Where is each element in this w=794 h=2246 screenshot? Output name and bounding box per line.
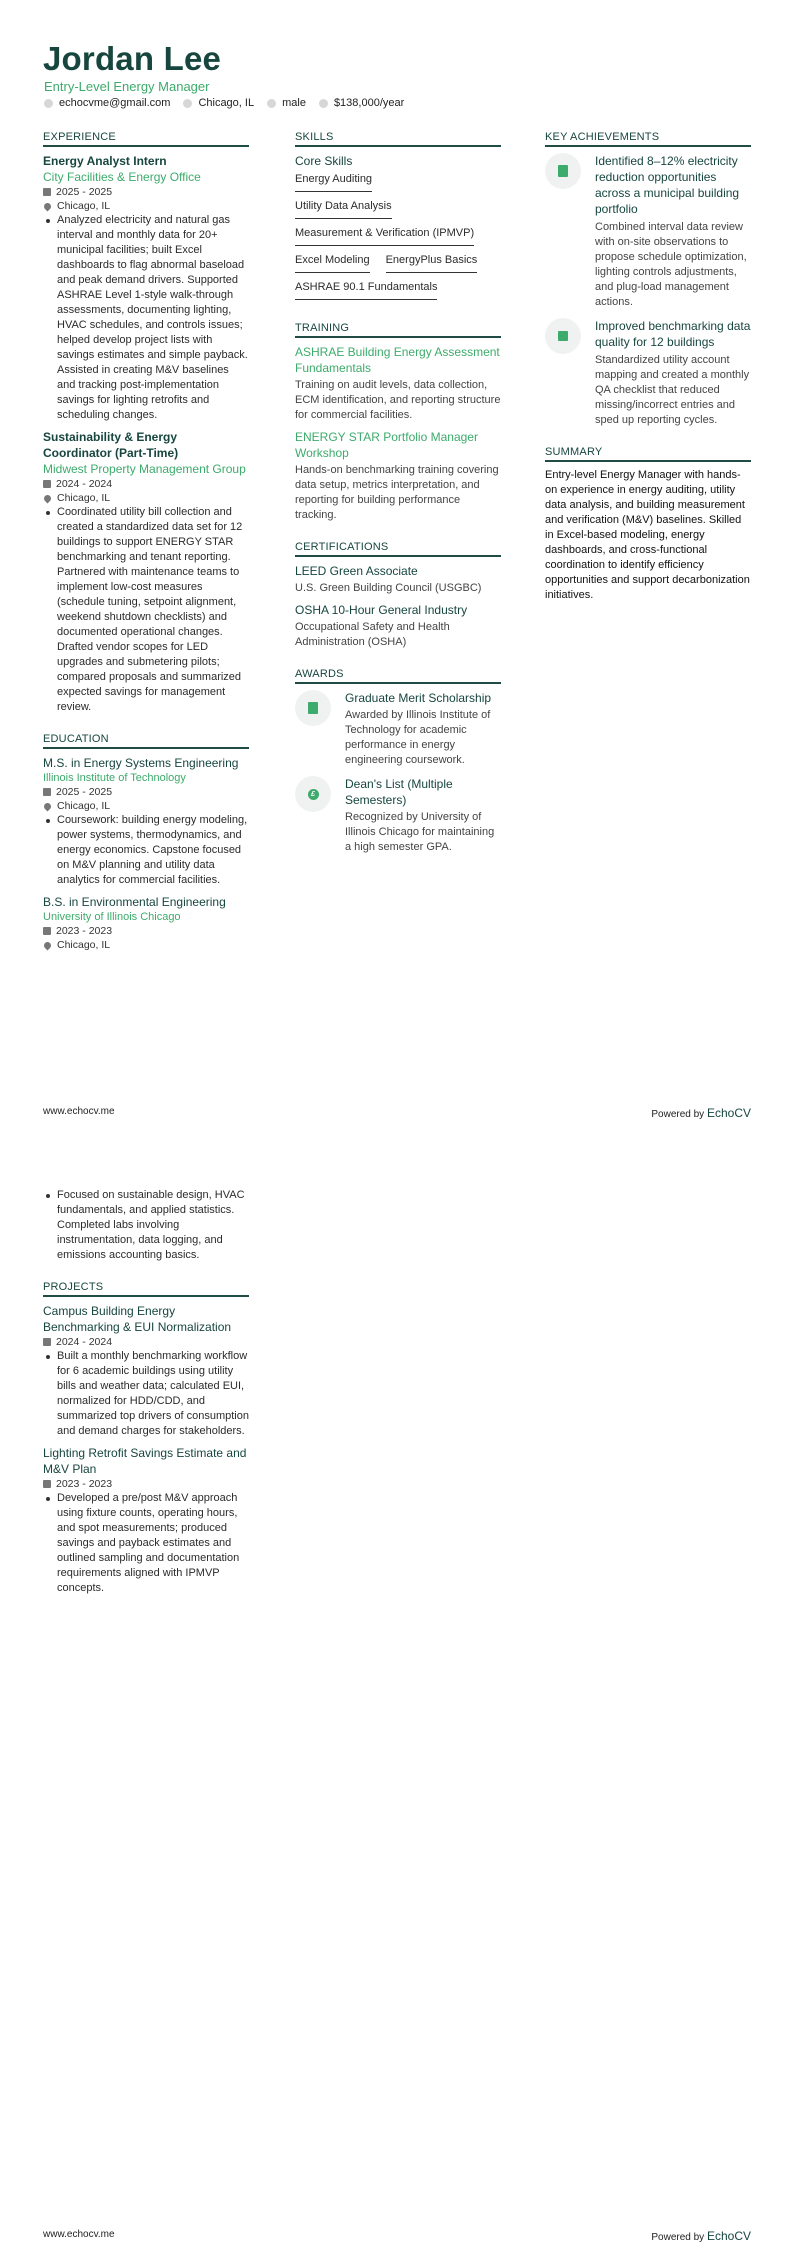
- calendar-icon: [43, 1480, 51, 1488]
- project-title: Campus Building Energy Benchmarking & EUI Normalization: [43, 1304, 232, 1334]
- school: Illinois Institute of Technology: [43, 772, 186, 784]
- location-pin-icon: [43, 801, 53, 811]
- award-desc: Recognized by University of Illinois Chicago for maintaining a high semester GPA.: [345, 811, 495, 853]
- education-item: [43, 894, 249, 952]
- coin-icon: £: [308, 789, 319, 800]
- degree: B.S. in Environmental Engineering: [43, 895, 226, 909]
- dates: 2025 - 2025: [56, 186, 113, 198]
- dates: 2023 - 2023: [56, 925, 113, 937]
- location: Chicago, IL: [57, 939, 111, 951]
- dates: 2025 - 2025: [56, 786, 113, 798]
- experience-section: [43, 131, 249, 715]
- book-icon: [558, 331, 568, 341]
- candidate-title: Entry-Level Energy Manager: [44, 79, 210, 94]
- powered-by: Powered by: [651, 2232, 705, 2243]
- education-section: [43, 733, 249, 952]
- bullet: Coordinated utility bill collection and created a standardized data set for 12 buildings to support ENERGY STAR benchmarking and tenant reporting. Partnered with maintenance teams to implement low-cost measures (schedule tuning, setpoint alignment, weekend shutdown checklists) and documented operational changes. Drafted vendor scopes for LED upgrades and submetering pilots; compared proposals and summarized expected savings for management review.: [43, 505, 249, 715]
- education-item: [43, 755, 249, 888]
- middle-column: [295, 131, 501, 873]
- skill-chip: Measurement & Verification (IPMVP): [295, 223, 474, 246]
- bullet: Coursework: building energy modeling, power systems, thermodynamics, and energy economics. Capstone focused on M&V planning and utility data analytics for commercial facilities.: [43, 813, 249, 888]
- calendar-icon: [43, 188, 51, 196]
- achievement-desc: Combined interval data review with on-site observations to propose schedule optimization, lighting controls adjustments, and plug-load management actions.: [595, 221, 747, 308]
- skill-group: Core Skills: [295, 154, 353, 168]
- cert-title: LEED Green Associate: [295, 564, 418, 578]
- calendar-icon: [43, 927, 51, 935]
- project-item: [43, 1445, 249, 1596]
- award-item: [295, 690, 501, 768]
- footer-site-link[interactable]: www.echocv.me: [43, 1106, 115, 1117]
- cert-issuer: Occupational Safety and Health Administration (OSHA): [295, 621, 450, 648]
- skill-chip: ASHRAE 90.1 Fundamentals: [295, 277, 437, 300]
- contact-info: [44, 97, 404, 109]
- location-pin-icon: [43, 493, 53, 503]
- award-title: Graduate Merit Scholarship: [345, 691, 492, 705]
- experience-item: [43, 153, 249, 423]
- achievement-item: [545, 153, 751, 310]
- certifications-section: [295, 541, 501, 650]
- achievement-title: Identified 8–12% electricity reduction opportunities across a municipal building portfolio: [595, 154, 740, 216]
- section-heading: SKILLS: [295, 131, 501, 147]
- brand-logo: EchoCV: [706, 1106, 751, 1120]
- dates: 2024 - 2024: [56, 1336, 113, 1348]
- project-title: Lighting Retrofit Savings Estimate and M&V Plan: [43, 1446, 247, 1476]
- projects-section: [43, 1281, 249, 1596]
- bullet: Developed a pre/post M&V approach using fixture counts, operating hours, and spot measurements; produced savings and payback estimates and outlined sampling and documentation requirements aligned with IPMVP concepts.: [43, 1491, 249, 1596]
- cert-issuer: U.S. Green Building Council (USGBC): [295, 582, 482, 594]
- section-heading: EDUCATION: [43, 733, 249, 749]
- page-footer: [43, 2229, 751, 2243]
- section-heading: TRAINING: [295, 322, 501, 338]
- section-heading: EXPERIENCE: [43, 131, 249, 147]
- section-heading: AWARDS: [295, 668, 501, 684]
- employer: Midwest Property Management Group: [43, 462, 246, 476]
- section-heading: KEY ACHIEVEMENTS: [545, 131, 751, 147]
- achievements-section: [545, 131, 751, 428]
- training-section: [295, 322, 501, 523]
- salary: $138,000/year: [333, 97, 405, 109]
- training-desc: Hands-on benchmarking training covering data setup, metrics interpretation, and reporting for building performance tracking.: [295, 464, 499, 521]
- skill-chip: Excel Modeling: [295, 250, 370, 273]
- person-icon: [267, 99, 276, 108]
- powered-by: Powered by: [651, 1109, 705, 1120]
- achievement-desc: Standardized utility account mapping and created a monthly QA checklist that reduced missing/incorrect entries and sped up reporting cycles.: [595, 354, 750, 426]
- section-heading: CERTIFICATIONS: [295, 541, 501, 557]
- achievement-title: Improved benchmarking data quality for 12 buildings: [595, 319, 751, 349]
- bullet: Built a monthly benchmarking workflow for 6 academic buildings using utility bills and weather data; calculated EUI, normalized for HDD/CDD, and summarized top drivers of consumption and demand charges for stakeholders.: [43, 1349, 249, 1439]
- skill-chip: Energy Auditing: [295, 169, 372, 192]
- calendar-icon: [43, 480, 51, 488]
- left-column: [43, 1188, 249, 1614]
- section-heading: SUMMARY: [545, 446, 751, 462]
- location: Chicago, IL: [57, 800, 111, 812]
- summary-text: Entry-level Energy Manager with hands-on experience in energy auditing, utility data analysis, and building measurement and verification (M&V) baselines. Skilled in Excel-based modeling, energy dashboards, and cross-functional coordination to identify efficiency opportunities and support decarbonization initiatives.: [545, 469, 750, 601]
- school: University of Illinois Chicago: [43, 911, 181, 923]
- brand-logo: EchoCV: [706, 2229, 751, 2243]
- employer: City Facilities & Energy Office: [43, 170, 201, 184]
- experience-item: [43, 429, 249, 715]
- right-column: [545, 131, 751, 621]
- project-item: [43, 1303, 249, 1439]
- dates: 2024 - 2024: [56, 478, 113, 490]
- salary-icon: [319, 99, 328, 108]
- award-title: Dean's List (Multiple Semesters): [345, 777, 453, 807]
- resume-page-2: [0, 1123, 794, 2246]
- location-icon: [183, 99, 192, 108]
- skill-chip: EnergyPlus Basics: [386, 250, 478, 273]
- left-column: [43, 131, 249, 970]
- page-footer: [43, 1106, 751, 1120]
- bullet: Analyzed electricity and natural gas interval and monthly data for 20+ municipal facilities; built Excel dashboards to flag abnormal baseload and peak demand drivers. Supported ASHRAE Level 1-style walk-through assessments, documenting lighting, HVAC schedules, and controls issues; helped develop project lists with savings estimates and simple payback. Assisted in creating M&V baselines and tracking post-implementation savings for lighting retrofits and scheduling changes.: [43, 213, 249, 423]
- award-desc: Awarded by Illinois Institute of Technology for academic performance in energy engineering coursework.: [345, 709, 491, 766]
- degree: M.S. in Energy Systems Engineering: [43, 756, 239, 770]
- location: Chicago, IL: [57, 200, 111, 212]
- awards-section: [295, 668, 501, 855]
- training-title: ENERGY STAR Portfolio Manager Workshop: [295, 430, 478, 460]
- candidate-name: Jordan Lee: [43, 40, 222, 77]
- award-item: [295, 776, 501, 855]
- dates: 2023 - 2023: [56, 1478, 113, 1490]
- job-title: Energy Analyst Intern: [43, 154, 167, 168]
- bullet: Focused on sustainable design, HVAC fundamentals, and applied statistics. Completed labs involving instrumentation, data logging, and emissions accounting basics.: [43, 1188, 249, 1263]
- training-title: ASHRAE Building Energy Assessment Fundamentals: [295, 345, 500, 375]
- training-desc: Training on audit levels, data collection, ECM identification, and reporting structure for commercial facilities.: [295, 379, 501, 421]
- job-title: Sustainability & Energy Coordinator (Part-Time): [43, 430, 179, 460]
- skills-section: [295, 131, 501, 304]
- file-chart-icon: [558, 165, 568, 177]
- gender: male: [282, 97, 306, 109]
- location-pin-icon: [43, 201, 53, 211]
- email-icon: [44, 99, 53, 108]
- section-heading: PROJECTS: [43, 1281, 249, 1297]
- email: echocvme@gmail.com: [59, 97, 171, 109]
- cert-title: OSHA 10-Hour General Industry: [295, 603, 468, 617]
- calendar-icon: [43, 1338, 51, 1346]
- file-plus-icon: [308, 702, 318, 714]
- summary-section: [545, 446, 751, 603]
- location: Chicago, IL: [198, 97, 255, 109]
- achievement-item: [545, 318, 751, 428]
- calendar-icon: [43, 788, 51, 796]
- footer-site-link[interactable]: www.echocv.me: [43, 2229, 115, 2240]
- location: Chicago, IL: [57, 492, 111, 504]
- location-pin-icon: [43, 940, 53, 950]
- skill-chip: Utility Data Analysis: [295, 196, 392, 219]
